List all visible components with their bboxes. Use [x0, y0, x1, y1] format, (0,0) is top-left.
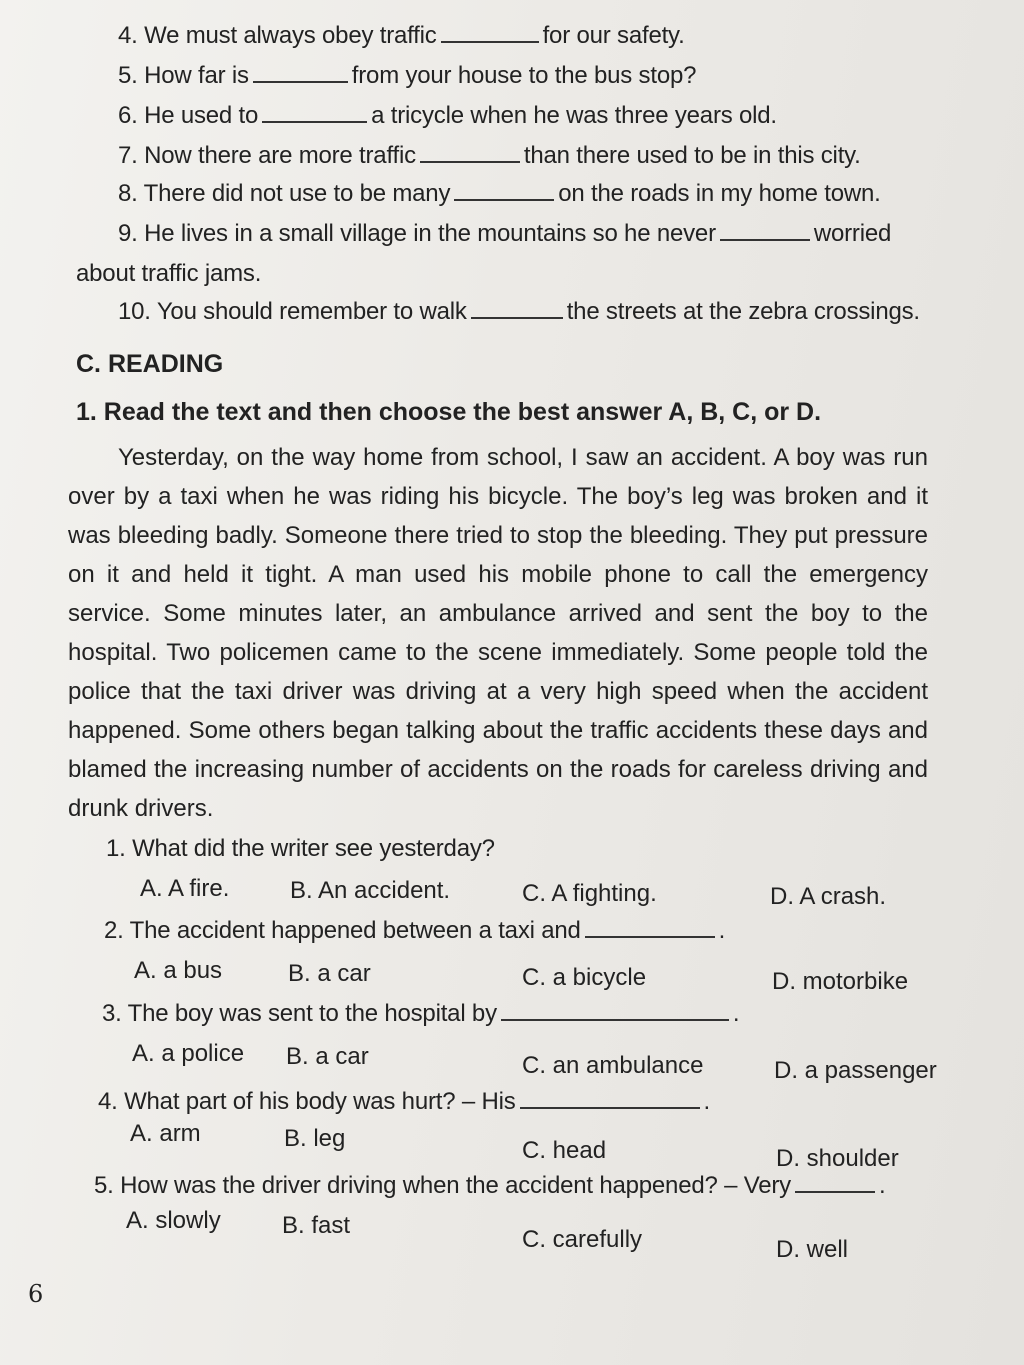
exercise-item-7	[118, 142, 861, 170]
item-text: a tricycle when he was three years old.	[371, 102, 777, 129]
question-5	[94, 1172, 885, 1200]
question-3	[102, 1000, 739, 1028]
reading-instruction: 1. Read the text and then choose the best answer A, B, C, or D.	[76, 398, 822, 426]
item-text: the streets at the zebra crossings.	[566, 298, 920, 325]
passage-text: Yesterday, on the way home from school, I saw an accident. A boy was run over by a taxi when he was riding his bicycle. The boy’s leg was broken and it was bleeding badly. Someone there tried to stop the bleeding. They put pressure on it and held it tight. A man used his mobile phone to call the emergency service. Some minutes later, an ambulance arrived and sent the boy to the hospital. Two policemen came to the scene immediately. Some people told the police that the taxi driver was driving at a very high speed when the accident happened. Some others began talking about the traffic accidents these days and blamed the increasing number of accidents on the roads for careless driving and drunk drivers.	[68, 444, 928, 822]
answer-blank[interactable]	[720, 221, 810, 241]
exercise-item-9	[118, 220, 891, 248]
option-b[interactable]: B. leg	[284, 1125, 346, 1152]
exercise-item-5	[118, 62, 696, 90]
item-text: He lives in a small village in the mountains so he never	[144, 220, 716, 247]
answer-blank[interactable]	[441, 23, 539, 43]
question-text: 4. What part of his body was hurt? – His	[98, 1088, 516, 1115]
item-text: How far is	[144, 62, 249, 89]
question-text: 5. How was the driver driving when the accident happened? – Very	[94, 1172, 791, 1199]
answer-blank[interactable]	[420, 143, 520, 163]
item-text: for our safety.	[542, 22, 685, 49]
item-text: than there used to be in this city.	[523, 142, 861, 169]
option-c[interactable]: C. a bicycle	[522, 964, 647, 991]
option-d[interactable]: D. shoulder	[776, 1145, 899, 1172]
question-end: .	[878, 1172, 886, 1199]
item-number: 10.	[118, 298, 151, 325]
reading-passage	[68, 438, 928, 828]
option-d[interactable]: D. motorbike	[772, 968, 909, 995]
answer-blank[interactable]	[253, 63, 348, 83]
question-end: .	[732, 1000, 740, 1027]
option-c[interactable]: C. carefully	[522, 1226, 643, 1253]
answer-blank[interactable]	[471, 299, 563, 319]
option-a[interactable]: A. arm	[130, 1120, 201, 1147]
option-a[interactable]: A. a bus	[134, 957, 223, 984]
answer-blank[interactable]	[520, 1089, 700, 1109]
option-a[interactable]: A. a police	[132, 1040, 245, 1067]
answer-blank[interactable]	[795, 1173, 875, 1193]
question-text: 3. The boy was sent to the hospital by	[102, 1000, 497, 1027]
question-1: 1. What did the writer see yesterday?	[106, 835, 495, 862]
option-b[interactable]: B. An accident.	[290, 877, 451, 904]
answer-blank[interactable]	[501, 1001, 729, 1021]
option-c[interactable]: C. A fighting.	[522, 880, 657, 907]
option-a[interactable]: A. A fire.	[140, 875, 230, 902]
exercise-item-8	[118, 180, 881, 208]
item-number: 6.	[118, 102, 138, 129]
answer-blank[interactable]	[454, 181, 554, 201]
item-text: from your house to the bus stop?	[351, 62, 697, 89]
item-number: 5.	[118, 62, 138, 89]
exercise-item-4	[118, 22, 685, 50]
question-2	[104, 917, 725, 945]
item-text: There did not use to be many	[143, 180, 451, 207]
item-text: about traffic jams.	[76, 260, 262, 287]
item-text: He used to	[144, 102, 259, 129]
item-number: 9.	[118, 220, 138, 247]
question-end: .	[703, 1088, 711, 1115]
item-text: worried	[813, 220, 892, 247]
exercise-item-10	[118, 298, 920, 326]
option-c[interactable]: C. an ambulance	[522, 1052, 704, 1079]
answer-blank[interactable]	[585, 918, 715, 938]
question-4	[98, 1088, 710, 1116]
option-b[interactable]: B. a car	[286, 1043, 369, 1070]
option-b[interactable]: B. fast	[282, 1212, 351, 1239]
item-text: Now there are more traffic	[144, 142, 416, 169]
option-d[interactable]: D. well	[776, 1236, 849, 1263]
item-text: You should remember to walk	[156, 298, 467, 325]
page-number: 6	[28, 1280, 44, 1308]
section-title: C. READING	[76, 350, 224, 378]
question-text: 2. The accident happened between a taxi and	[104, 917, 581, 944]
option-b[interactable]: B. a car	[288, 960, 371, 987]
option-c[interactable]: C. head	[522, 1137, 607, 1164]
question-end: .	[718, 917, 726, 944]
item-number: 4.	[118, 22, 138, 49]
option-d[interactable]: D. a passenger	[774, 1057, 937, 1084]
item-number: 7.	[118, 142, 138, 169]
option-a[interactable]: A. slowly	[126, 1207, 221, 1234]
item-text: on the roads in my home town.	[558, 180, 881, 207]
item-text: We must always obey traffic	[144, 22, 437, 49]
answer-blank[interactable]	[262, 103, 367, 123]
exercise-item-9-continuation	[76, 260, 261, 288]
item-number: 8.	[118, 180, 138, 207]
exercise-item-6	[118, 102, 777, 130]
option-d[interactable]: D. A crash.	[770, 883, 887, 910]
